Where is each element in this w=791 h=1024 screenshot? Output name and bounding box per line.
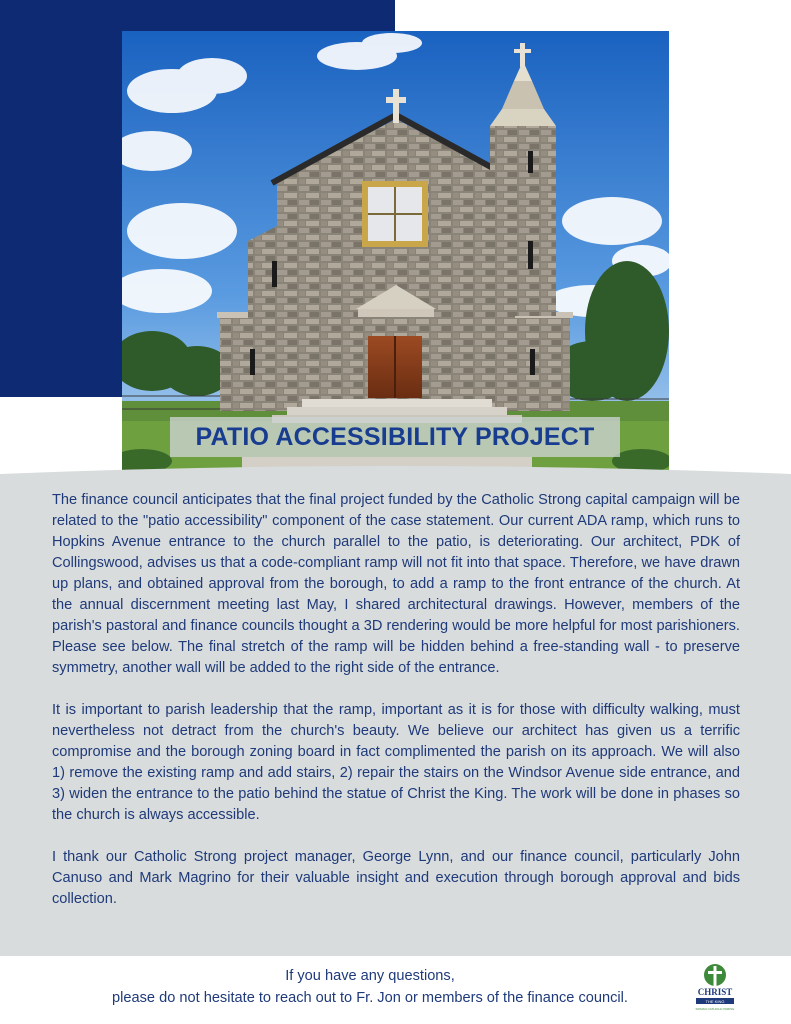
parish-logo	[692, 962, 738, 1014]
footer-contact	[60, 965, 680, 1009]
paragraph-design: It is important to parish leadership that the ramp, important as it is for those with difficulty walking, must nevertheless not detract from the church's beauty. We believe our architect has given us a terrific compromise and the borough zoning board in fact complimented the parish on its approach. We will also 1) remove the existing ramp and add stairs, 2) repair the stairs on the Windsor Avenue side entrance, and 3) widen the entrance to the patio behind the statue of Christ the King. The work will be done in phases so the church is always accessible.	[52, 702, 740, 823]
church-rendering-image	[122, 31, 669, 472]
svg-text:CHRIST: CHRIST	[697, 987, 733, 997]
paragraph-intro: The finance council anticipates that the final project funded by the Catholic Strong capital campaign will be related to the "patio accessibility" component of the case statement. Our current ADA ramp, which runs to Hopkins Avenue entrance to the church parallel to the patio, is deteriorating. Our architect, PDK of Collingswood, advises us that a code-compliant ramp will not fit into that space. Therefore, we have drawn up plans, and obtained approval from the borough, to add a ramp to the front entrance of the church. At the annual discernment meeting last May, I shared architectural drawings. However, members of the parish's pastoral and finance councils thought a 3D rendering would be more helpful for most parishioners. Please see below. The final stretch of the ramp will be hidden behind a free-standing wall - to preserve symmetry, another wall will be added to the right side of the entrance.	[52, 492, 740, 676]
svg-text:THE KING: THE KING	[705, 999, 725, 1004]
footer-line-2: please do not hesitate to reach out to Fr. Jon or members of the finance council.	[112, 990, 628, 1006]
title-banner	[170, 417, 620, 457]
article-body	[52, 490, 740, 910]
page-title: PATIO ACCESSIBILITY PROJECT	[195, 422, 595, 451]
paragraph-thanks: I thank our Catholic Strong project manager, George Lynn, and our finance council, particularly John Canuso and Mark Magrino for their valuable insight and execution through borough approval and bids collection.	[52, 849, 740, 907]
footer-line-1: If you have any questions,	[285, 968, 455, 984]
svg-text:ROMAN CATHOLIC PARISH: ROMAN CATHOLIC PARISH	[695, 1007, 735, 1011]
